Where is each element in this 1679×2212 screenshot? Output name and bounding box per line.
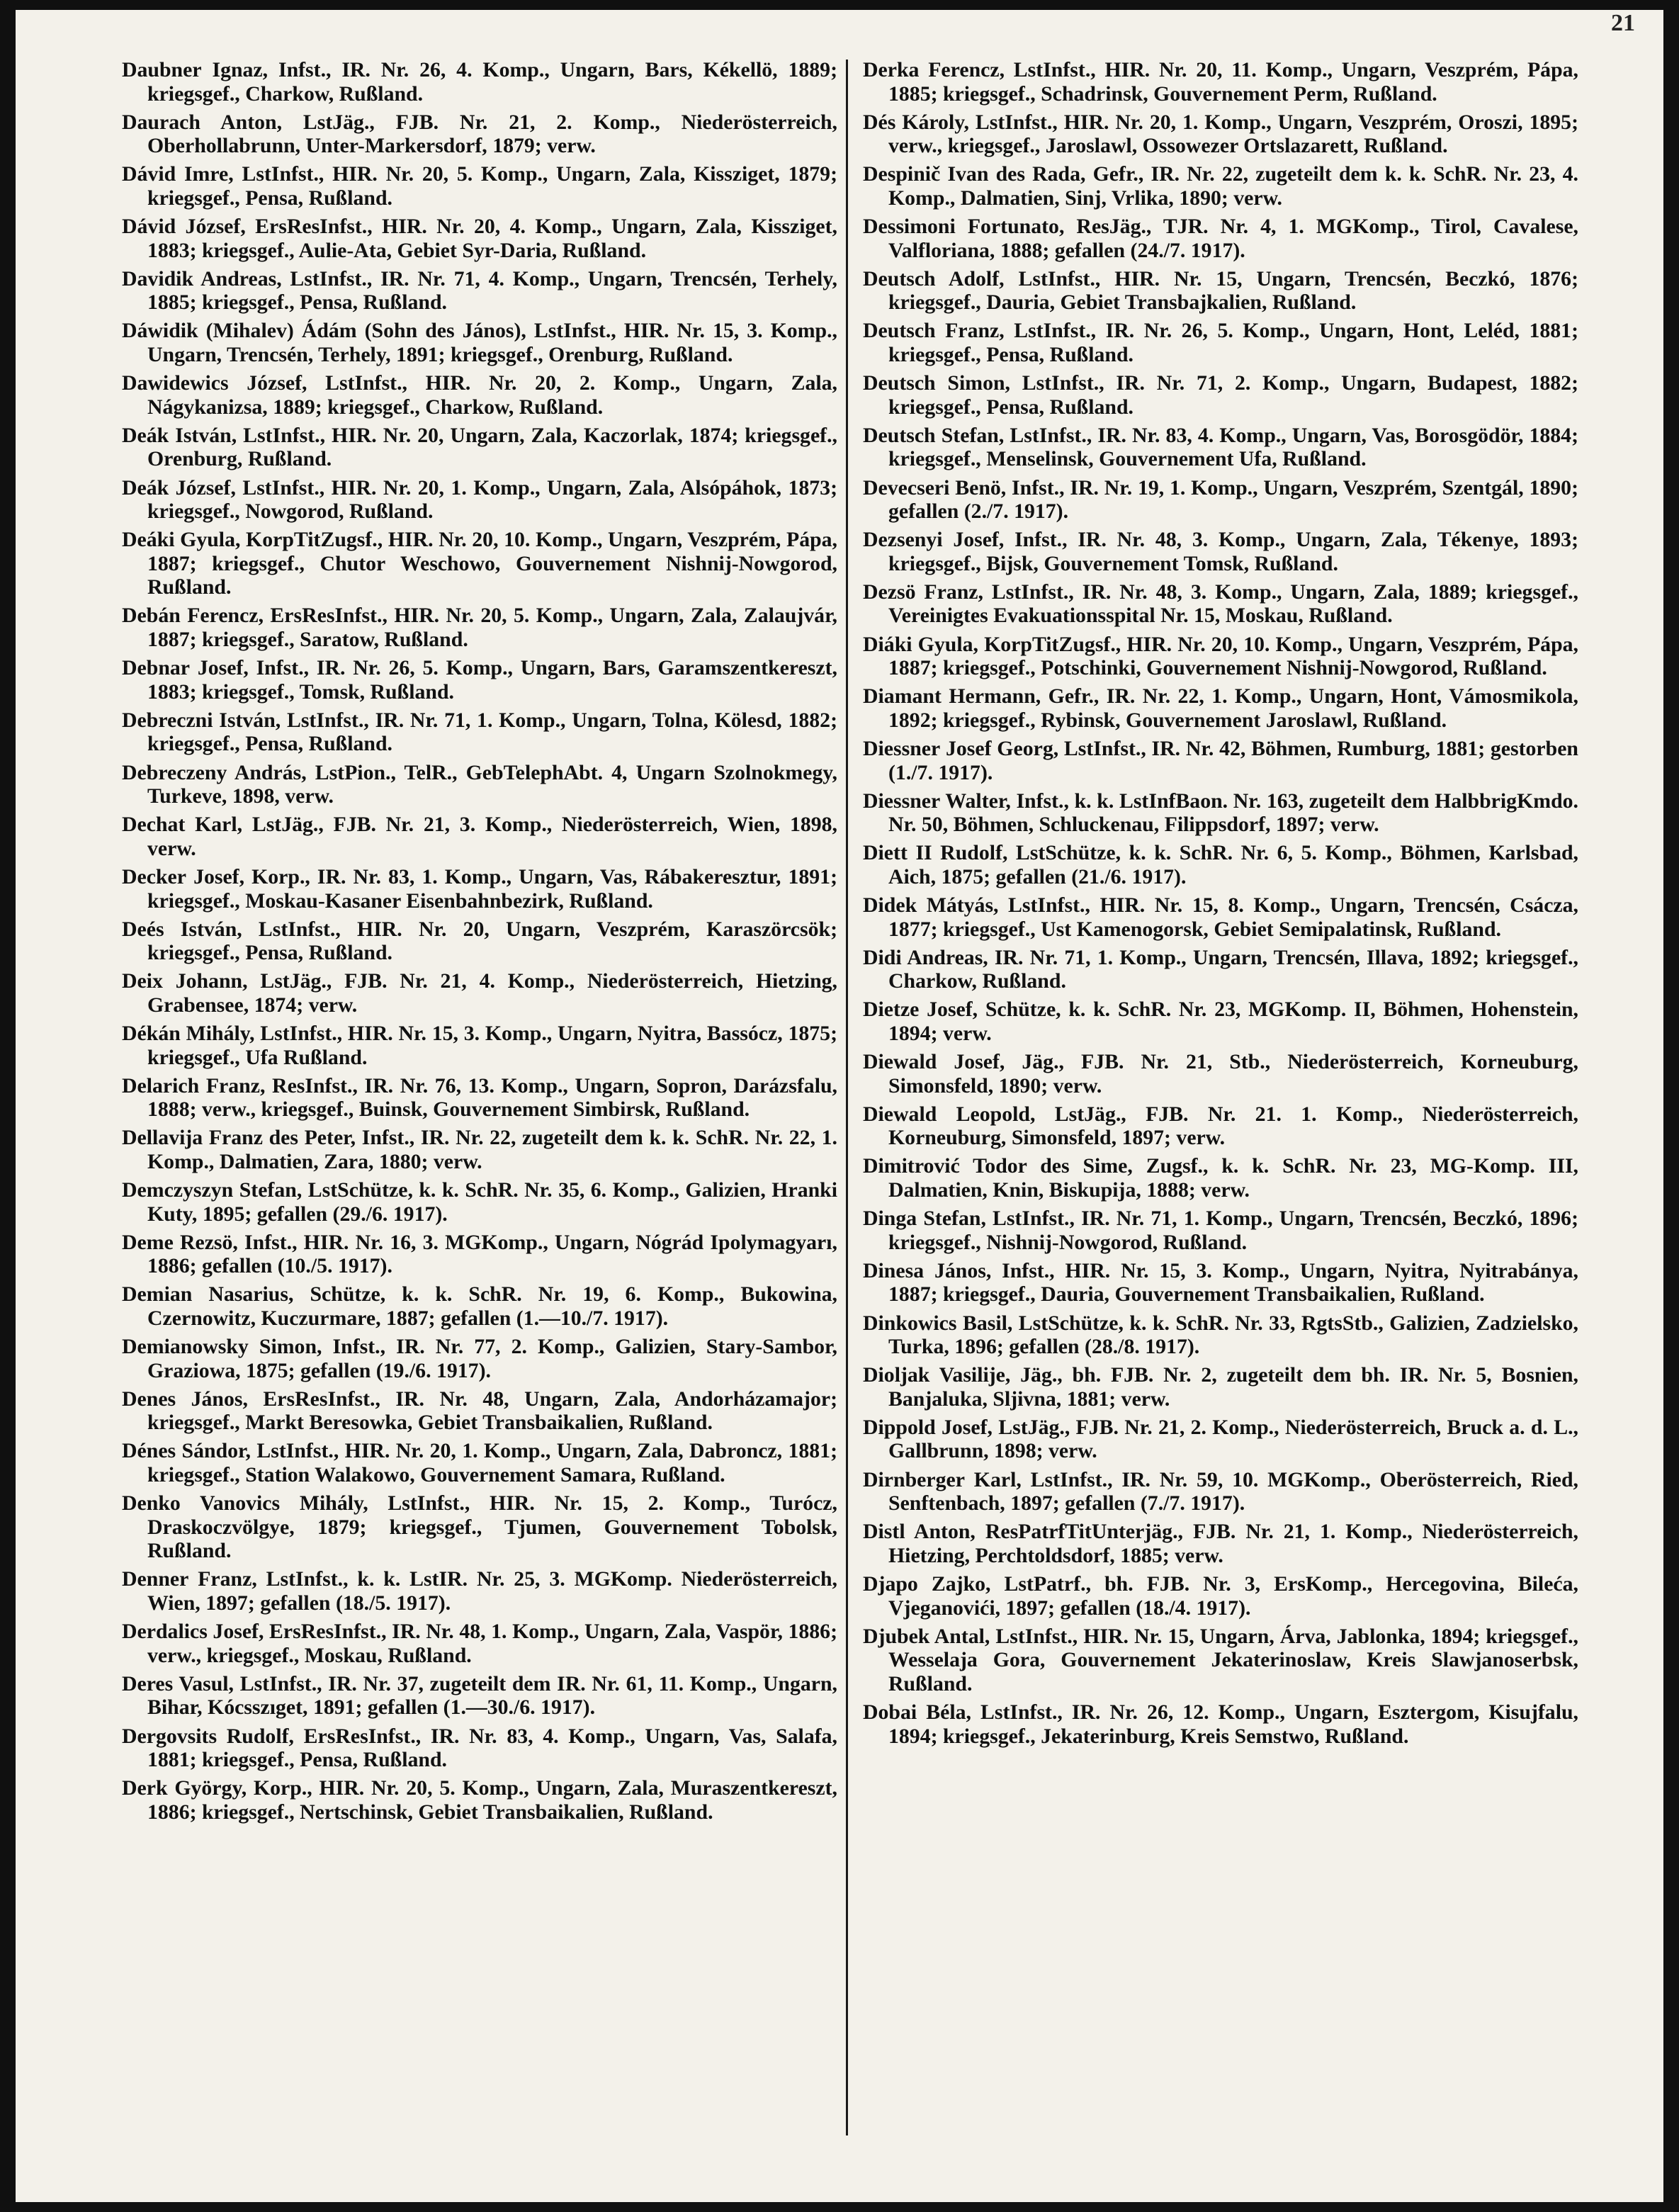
entry-details: Ivan des Rada, Gefr., IR. Nr. 22, zugeteilt dem k. k. SchR. Nr. 23, 4. Komp., Dalmatien, Sinj, Vrlika, 1890; verw. (888, 162, 1578, 210)
entry-details: Simon, LstInfst., IR. Nr. 71, 2. Komp., Ungarn, Budapest, 1882; kriegsgef., Pensa, Rußland. (888, 371, 1579, 419)
list-entry (122, 1231, 837, 1278)
list-entry (122, 58, 837, 106)
entry-surname: Deák (122, 423, 169, 447)
list-entry (863, 1625, 1578, 1696)
list-entry (122, 969, 837, 1017)
column-divider (846, 60, 848, 2135)
entry-details: Josef, Jäg., FJB. Nr. 21, Stb., Niederösterreich, Korneuburg, Simonsfeld, 1890; verw. (888, 1050, 1578, 1097)
list-entry (122, 424, 837, 471)
entry-surname: Decker (122, 864, 186, 888)
entry-details: Josef, Infst., IR. Nr. 26, 5. Komp., Ungarn, Bars, Garamszentkereszt, 1883; kriegsgef., Tomsk, Rußland. (147, 656, 837, 704)
entry-details: József, LstInfst., HIR. Nr. 20, 2. Komp., Ungarn, Zala, Nágykanizsa, 1889; kriegsgef., Charkow, Rußland. (147, 371, 837, 419)
entry-surname: Diessner (863, 789, 941, 813)
entry-details: Antal, LstInfst., HIR. Nr. 15, Ungarn, Árva, Jablonka, 1894; kriegsgef., Wesselaja Gora, Gouvernement Jekaterinoslaw, Kreis Slawjanoserbsk, Rußland. (888, 1624, 1578, 1695)
entry-details: Imre, LstInfst., HIR. Nr. 20, 5. Komp., Ungarn, Zala, Kissziget, 1879; kriegsgef., Pensa, Rußland. (147, 162, 837, 210)
entry-surname: Dergovsits (122, 1724, 217, 1748)
left-column (122, 58, 837, 1829)
list-entry (122, 656, 837, 704)
entry-details: Ferencz, LstInfst., HIR. Nr. 20, 11. Komp., Ungarn, Veszprém, Pápa, 1885; kriegsgef., Schadrinsk, Gouvernement Perm, Rußland. (888, 58, 1579, 106)
entry-details: István, LstInfst., IR. Nr. 71, 1. Komp., Ungarn, Tolna, Kölesd, 1882; kriegsgef., Pensa, Rußland. (147, 708, 837, 756)
entry-surname: Deáki (122, 528, 175, 552)
list-entry (863, 1468, 1578, 1516)
list-entry (863, 1259, 1578, 1307)
entry-details: Károly, LstInfst., HIR. Nr. 20, 1. Komp., Ungarn, Veszprém, Oroszi, 1895; verw., kriegsgef., Jaroslawl, Ossowezer Ortslazarett, Rußland. (888, 110, 1578, 158)
entry-surname: Dirnberger (863, 1467, 965, 1491)
entry-details: Sándor, LstInfst., HIR. Nr. 20, 1. Komp., Ungarn, Zala, Dabroncz, 1881; kriegsgef., Station Walakowo, Gouvernement Samara, Rußland. (147, 1439, 837, 1487)
entry-surname: Didi (863, 945, 902, 969)
entry-surname: Dechat (122, 813, 186, 837)
entry-details: II Rudolf, LstSchütze, k. k. SchR. Nr. 6, 5. Komp., Böhmen, Karlsbad, Aich, 1875; gefallen (21./6. 1917). (888, 841, 1578, 888)
entry-surname: Deme (122, 1230, 174, 1254)
entry-details: Vasul, LstInfst., IR. Nr. 37, zugeteilt dem IR. Nr. 61, 11. Komp., Ungarn, Bihar, Kócsszıget, 1891; gefallen (1.—30./6. 1917). (147, 1671, 837, 1720)
list-entry (863, 737, 1578, 784)
entry-surname: Daurach (122, 110, 200, 134)
entry-surname: Diáki (863, 632, 912, 656)
entry-surname: Dés (863, 110, 896, 134)
entry-surname: Dippold (863, 1415, 936, 1439)
entry-details: Karl, LstJäg., FJB. Nr. 21, 3. Komp., Niederösterreich, Wien, 1898, verw. (147, 813, 837, 860)
list-entry (122, 111, 837, 158)
entry-details: Anton, LstJäg., FJB. Nr. 21, 2. Komp., Niederösterreich, Oberhollabrunn, Unter-Markersdorf, 1879; verw. (147, 110, 837, 158)
entry-surname: Dessimoni (863, 215, 956, 239)
list-entry (863, 893, 1578, 941)
entry-surname: Dávid (122, 162, 176, 186)
entry-details: Stefan, LstInfst., IR. Nr. 71, 1. Komp., Ungarn, Trencsén, Beczkó, 1896; kriegsgef., Nishnij-Nowgorod, Rußland. (888, 1207, 1579, 1254)
list-entry (863, 1572, 1578, 1620)
entry-details: Mihály, LstInfst., HIR. Nr. 15, 3. Komp., Ungarn, Nyitra, Bassócz, 1875; kriegsgef., Ufa Rußland. (147, 1021, 837, 1069)
entry-surname: Dawidewics (122, 371, 229, 395)
entry-details: Josef Georg, LstInfst., IR. Nr. 42, Böhmen, Rumburg, 1881; gestorben (1./7. 1917). (888, 736, 1578, 784)
entry-details: Rudolf, ErsResInfst., IR. Nr. 83, 4. Komp., Ungarn, Vas, Salafa, 1881; kriegsgef., Pensa, Rußland. (147, 1724, 838, 1772)
entry-details: István, LstInfst., HIR. Nr. 20, Ungarn, Veszprém, Karaszörcsök; kriegsgef., Pensa, Rußland. (147, 917, 837, 965)
entry-surname: Deutsch (863, 423, 936, 447)
entry-surname: Dáwidik (Mihalev) (122, 319, 294, 343)
list-entry (863, 111, 1578, 158)
entry-details: Basil, LstSchütze, k. k. SchR. Nr. 33, RgtsStb., Galizien, Zadzielsko, Turka, 1896; gefallen (28./8. 1917). (888, 1311, 1578, 1359)
entry-details: Todor des Sime, Zugsf., k. k. SchR. Nr. 23, MG-Komp. III, Dalmatien, Knin, Biskupija, 1888; verw. (888, 1154, 1578, 1202)
entry-details: Andreas, LstInfst., IR. Nr. 71, 4. Komp., Ungarn, Trencsén, Terhely, 1885; kriegsgef., Pensa, Rußland. (147, 266, 837, 315)
entry-details: Franz des Peter, Infst., IR. Nr. 22, zugeteilt dem k. k. SchR. Nr. 22, 1. Komp., Dalmatien, Zara, 1880; verw. (147, 1126, 838, 1173)
entry-surname: Denko Vanovics (122, 1491, 281, 1516)
list-entry (122, 1439, 837, 1486)
entry-surname: Diewald (863, 1102, 937, 1126)
entry-surname: Derka (863, 58, 920, 81)
entry-details: András, LstPion., TelR., GebTelephAbt. 4, Ungarn Szolnokmegy, Turkeve, 1898, verw. (147, 760, 837, 808)
list-entry (122, 865, 837, 913)
entry-surname: Davidik (122, 266, 194, 290)
entry-surname: Dezsö (863, 580, 916, 604)
entry-surname: Djubek (863, 1624, 930, 1648)
entry-surname: Dellavija (122, 1126, 203, 1150)
entry-details: Mihály, LstInfst., HIR. Nr. 15, 2. Komp., Turócz, Draskoczvölgye, 1879; kriegsgef., Tjumen, Gouvernement Tobolsk, Rußland. (147, 1491, 837, 1563)
entry-details: István, LstInfst., HIR. Nr. 20, Ungarn, Zala, Kaczorlak, 1874; kriegsgef., Orenburg, Rußland. (147, 423, 837, 471)
list-entry (863, 1207, 1578, 1254)
entry-surname: Dietze (863, 998, 920, 1022)
right-column (863, 58, 1578, 1753)
page-number: 21 (1611, 10, 1635, 36)
list-entry (122, 319, 837, 366)
entry-details: János, Infst., HIR. Nr. 15, 3. Komp., Ungarn, Nyitra, Nyitrabánya, 1887; kriegsgef., Dauria, Gouvernement Transbaikalien, Rußland. (888, 1258, 1578, 1307)
entry-surname: Dávid (122, 215, 176, 239)
list-entry (863, 789, 1578, 837)
list-entry (863, 1700, 1578, 1748)
entry-details: Josef, Infst., IR. Nr. 48, 3. Komp., Ungarn, Zala, Tékenye, 1893; kriegsgef., Bijsk, Gouvernement Tomsk, Rußland. (888, 528, 1578, 575)
list-entry (122, 1074, 837, 1122)
list-entry (863, 946, 1578, 993)
entry-surname: Didek (863, 893, 917, 917)
entry-details: Stefan, LstSchütze, k. k. SchR. Nr. 35, 6. Komp., Galizien, Hranki Kuty, 1895; gefallen (29./6. 1917). (147, 1178, 838, 1226)
entry-details: Gyula, KorpTitZugsf., HIR. Nr. 20, 10. Komp., Ungarn, Veszprém, Pápa, 1887; kriegsgef., Chutor Weschowo, Gouvernement Nishnij-Nowgorod, Rußland. (147, 528, 838, 599)
entry-details: Josef, LstJäg., FJB. Nr. 21, 2. Komp., Niederösterreich, Bruck a. d. L., Gallbrunn, 1898; verw. (888, 1415, 1578, 1463)
list-entry (863, 633, 1578, 680)
entry-details: Nasarius, Schütze, k. k. SchR. Nr. 19, 6. Komp., Bukowina, Czernowitz, Kuczurmare, 1887; gefallen (1.—10./7. 1917). (147, 1282, 837, 1330)
list-entry (122, 215, 837, 262)
entry-details: Andreas, IR. Nr. 71, 1. Komp., Ungarn, Trencsén, Illava, 1892; kriegsgef., Charkow, Rußland. (888, 945, 1578, 993)
entry-details: Johann, LstJäg., FJB. Nr. 21, 4. Komp., Niederösterreich, Hietzing, Grabensee, 1874; verw. (147, 969, 837, 1017)
list-entry (863, 476, 1578, 524)
entry-details: Franz, LstInfst., k. k. LstIR. Nr. 25, 3. MGKomp. Niederösterreich, Wien, 1897; gefallen (18./5. 1917). (147, 1567, 837, 1615)
entry-details: Zajko, LstPatrf., bh. FJB. Nr. 3, ErsKomp., Hercegovina, Bileća, Vjeganovići, 1897; gefallen (18./4. 1917). (888, 1571, 1578, 1620)
list-entry (122, 1776, 837, 1824)
entry-surname: Debnar (122, 656, 191, 680)
entry-surname: Deutsch (863, 319, 936, 343)
entry-surname: Denes (122, 1387, 176, 1411)
entry-surname: Diessner (863, 736, 941, 760)
entry-details: Franz, LstInfst., IR. Nr. 26, 5. Komp., Ungarn, Hont, Leléd, 1881; kriegsgef., Pensa, Rußland. (888, 319, 1578, 367)
list-entry (863, 371, 1578, 419)
entry-surname: Deix (122, 969, 163, 993)
list-entry (122, 1126, 837, 1173)
entry-details: Leopold, LstJäg., FJB. Nr. 21. 1. Komp., Niederösterreich, Korneuburg, Simonsfeld, 1897; verw. (888, 1102, 1578, 1150)
list-entry (863, 684, 1578, 732)
list-entry (122, 476, 837, 524)
list-entry (863, 58, 1578, 106)
list-entry (122, 1620, 837, 1667)
entry-surname: Debreczni (122, 708, 213, 732)
list-entry (863, 1520, 1578, 1567)
list-entry (122, 1178, 837, 1226)
entry-details: József, ErsResInfst., HIR. Nr. 20, 4. Komp., Ungarn, Zala, Kissziget, 1883; kriegsgef., Aulie-Ata, Gebiet Syr-Daria, Rußland. (147, 215, 837, 262)
list-entry (122, 1567, 837, 1615)
entry-details: Ignaz, Infst., IR. Nr. 26, 4. Komp., Ungarn, Bars, Kékellö, 1889; kriegsgef., Charkow, Rußland. (147, 58, 838, 106)
list-entry (863, 1363, 1578, 1411)
entry-surname: Despinič (863, 162, 941, 186)
list-entry (863, 1102, 1578, 1150)
entry-surname: Demian (122, 1282, 193, 1307)
list-entry (122, 761, 837, 808)
entry-details: Benö, Infst., IR. Nr. 19, 1. Komp., Ungarn, Veszprém, Szentgál, 1890; gefallen (2./7. 1917). (888, 475, 1579, 524)
entry-surname: Daubner (122, 58, 202, 81)
entry-surname: Delarich (122, 1073, 200, 1097)
list-entry (863, 1416, 1578, 1463)
entry-surname: Dinesa (863, 1258, 925, 1282)
list-entry (122, 1282, 837, 1330)
entry-surname: Demczyszyn (122, 1178, 234, 1202)
entry-details: Adolf, LstInfst., HIR. Nr. 15, Ungarn, Trencsén, Beczkó, 1876; kriegsgef., Dauria, Gebiet Transbajkalien, Rußland. (888, 266, 1578, 315)
list-entry (863, 215, 1578, 262)
entry-surname: Djapo (863, 1571, 918, 1596)
entry-details: Fortunato, ResJäg., TJR. Nr. 4, 1. MGKomp., Tirol, Cavalese, Valfloriana, 1888; gefallen (24./7. 1917). (888, 215, 1578, 262)
entry-details: Josef, Korp., IR. Nr. 83, 1. Komp., Ungarn, Vas, Rábakeresztur, 1891; kriegsgef., Moskau-Kasaner Eisenbahnbezirk, Rußland. (147, 864, 838, 913)
entry-details: Rezsö, Infst., HIR. Nr. 16, 3. MGKomp., Ungarn, Nógrád Ipolymagyarı, 1886; gefallen (10./5. 1917). (147, 1230, 837, 1278)
entry-details: Simon, Infst., IR. Nr. 77, 2. Komp., Galizien, Stary-Sambor, Graziowa, 1875; gefallen (19./6. 1917). (147, 1335, 837, 1382)
list-entry (863, 841, 1578, 888)
entry-details: József, LstInfst., HIR. Nr. 20, 1. Komp., Ungarn, Zala, Alsópáhok, 1873; kriegsgef., Nowgorod, Rußland. (147, 475, 838, 524)
list-entry (863, 267, 1578, 315)
entry-details: Karl, LstInfst., IR. Nr. 59, 10. MGKomp., Oberösterreich, Ried, Senftenbach, 1897; gefallen (7./7. 1917). (888, 1467, 1579, 1516)
list-entry (863, 1050, 1578, 1097)
list-entry (122, 528, 837, 599)
list-entry (863, 1311, 1578, 1359)
entry-details: Josef, ErsResInfst., IR. Nr. 48, 1. Komp., Ungarn, Zala, Vaspör, 1886; verw., kriegsgef., Moskau, Rußland. (147, 1620, 837, 1667)
entry-surname: Diett (863, 841, 908, 865)
entry-surname: Diamant (863, 684, 942, 709)
entry-surname: Diewald (863, 1050, 937, 1074)
entry-details: Anton, ResPatrfTitUnterjäg., FJB. Nr. 21, 1. Komp., Niederösterreich, Hietzing, Perchtoldsdorf, 1885; verw. (888, 1520, 1578, 1567)
entry-details: János, ErsResInfst., IR. Nr. 48, Ungarn, Zala, Andorházamajor; kriegsgef., Markt Beresowka, Gebiet Transbaikalien, Rußland. (147, 1387, 837, 1435)
list-entry (863, 580, 1578, 628)
entry-details: Vasilije, Jäg., bh. FJB. Nr. 2, zugeteilt dem bh. IR. Nr. 5, Bosnien, Banjaluka, Sljivna, 1881; verw. (888, 1363, 1578, 1411)
entry-details: Franz, LstInfst., IR. Nr. 48, 3. Komp., Ungarn, Zala, 1889; kriegsgef., Vereinigtes Evakuationsspital Nr. 15, Moskau, Rußland. (888, 580, 1578, 628)
list-entry (122, 1725, 837, 1772)
list-entry (122, 813, 837, 860)
entry-surname: Demianowsky (122, 1335, 249, 1359)
entry-details: Stefan, LstInfst., IR. Nr. 83, 4. Komp., Ungarn, Vas, Borosgödör, 1884; kriegsgef., Menselinsk, Gouvernement Ufa, Rußland. (888, 423, 1579, 471)
list-entry (122, 1022, 837, 1069)
entry-surname: Derdalics (122, 1620, 208, 1644)
entry-surname: Dezsenyi (863, 528, 943, 552)
list-entry (122, 1491, 837, 1563)
entry-surname: Debán (122, 604, 181, 628)
document-page (16, 10, 1663, 2202)
list-entry (863, 1154, 1578, 1202)
entry-details: György, Korp., HIR. Nr. 20, 5. Komp., Ungarn, Zala, Muraszentkereszt, 1886; kriegsgef., Nertschinsk, Gebiet Transbaikalien, Rußland. (147, 1776, 837, 1824)
entry-surname: Derk (122, 1776, 168, 1800)
entry-surname: Deés (122, 917, 164, 941)
list-entry (122, 1672, 837, 1720)
entry-surname: Dékán (122, 1021, 181, 1045)
entry-details: Ádám (Sohn des János), LstInfst., HIR. Nr. 15, 3. Komp., Ungarn, Trencsén, Terhely, 1891; kriegsgef., Orenburg, Rußland. (147, 319, 837, 367)
list-entry (863, 998, 1578, 1045)
entry-surname: Deres (122, 1671, 174, 1695)
list-entry (863, 528, 1578, 575)
list-entry (863, 162, 1578, 210)
list-entry (863, 424, 1578, 471)
list-entry (122, 371, 837, 419)
entry-details: Franz, ResInfst., IR. Nr. 76, 13. Komp., Ungarn, Sopron, Darázsfalu, 1888; verw., kriegsgef., Buinsk, Gouvernement Simbirsk, Rußland. (147, 1073, 837, 1122)
entry-surname: Denner (122, 1567, 189, 1591)
entry-surname: Dobai (863, 1700, 917, 1724)
entry-surname: Dioljak (863, 1363, 930, 1387)
entry-details: Mátyás, LstInfst., HIR. Nr. 15, 8. Komp., Ungarn, Trencsén, Csácza, 1877; kriegsgef., Ust Kamenogorsk, Gebiet Semipalatinsk, Rußland. (888, 893, 1578, 941)
entry-surname: Dinga (863, 1207, 917, 1231)
entry-surname: Dénes (122, 1439, 176, 1463)
entry-details: Josef, Schütze, k. k. SchR. Nr. 23, MGKomp. II, Böhmen, Hohenstein, 1894; verw. (888, 998, 1578, 1045)
entry-surname: Debreczeny (122, 760, 227, 784)
entry-surname: Dimitrović (863, 1154, 960, 1178)
entry-details: Ferencz, ErsResInfst., HIR. Nr. 20, 5. Komp., Ungarn, Zala, Zalaujvár, 1887; kriegsgef., Saratow, Rußland. (147, 604, 838, 652)
entry-surname: Devecseri (863, 475, 950, 500)
entry-details: Walter, Infst., k. k. LstInfBaon. Nr. 163, zugeteilt dem HalbbrigKmdo. Nr. 50, Böhmen, Schluckenau, Filippsdorf, 1897; verw. (888, 789, 1578, 837)
list-entry (122, 709, 837, 756)
list-entry (122, 267, 837, 315)
entry-surname: Dinkowics (863, 1311, 957, 1335)
entry-details: Gyula, KorpTitZugsf., HIR. Nr. 20, 10. Komp., Ungarn, Veszprém, Pápa, 1887; kriegsgef., Potschinki, Gouvernement Nishnij-Nowgorod, Rußland. (888, 632, 1578, 680)
list-entry (122, 604, 837, 651)
entry-surname: Deák (122, 475, 169, 500)
entry-surname: Deutsch (863, 266, 936, 290)
list-entry (122, 162, 837, 210)
entry-surname: Deutsch (863, 371, 936, 395)
entry-surname: Distl (863, 1520, 905, 1544)
entry-details: Béla, LstInfst., IR. Nr. 26, 12. Komp., Ungarn, Esztergom, Kisujfalu, 1894; kriegsgef., Jekaterinburg, Kreis Semstwo, Rußland. (888, 1700, 1579, 1748)
list-entry (122, 918, 837, 965)
list-entry (122, 1335, 837, 1382)
entry-details: Hermann, Gefr., IR. Nr. 22, 1. Komp., Ungarn, Hont, Vámosmikola, 1892; kriegsgef., Rybinsk, Gouvernement Jaroslawl, Rußland. (888, 684, 1578, 732)
list-entry (863, 319, 1578, 366)
list-entry (122, 1387, 837, 1435)
